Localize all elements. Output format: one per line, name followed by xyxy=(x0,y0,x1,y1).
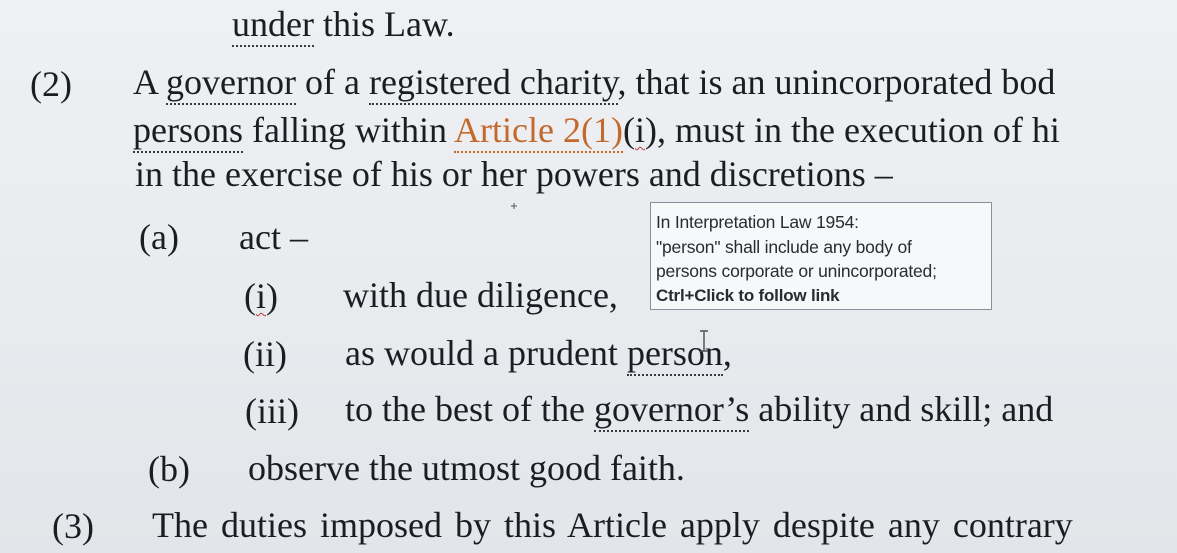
defined-term-persons[interactable]: persons xyxy=(133,110,243,153)
defined-term-governor[interactable]: governor xyxy=(166,62,296,105)
roman-i-spellcheck: i xyxy=(634,110,645,150)
item-i-text: with due diligence, xyxy=(343,275,618,315)
defined-term-registered-charity[interactable]: registered charity xyxy=(369,62,618,105)
subpara-a-label: (a) xyxy=(139,217,179,257)
item-ii-label: (ii) xyxy=(243,334,287,374)
para-2-number: (2) xyxy=(30,64,72,104)
tooltip-line-1: In Interpretation Law 1954: xyxy=(656,212,859,232)
text-cursor-icon xyxy=(697,330,711,352)
item-ii-text: as would a prudent person, xyxy=(345,335,732,371)
item-i-label: (i) xyxy=(244,276,279,316)
para-3-number: (3) xyxy=(52,506,94,546)
subpara-b-label: (b) xyxy=(148,449,190,489)
tooltip-line-2: "person" shall include any body of xyxy=(656,236,912,257)
item-iii-label: (iii) xyxy=(245,391,299,431)
tooltip-line-3: persons corporate or unincorporated; xyxy=(656,261,937,281)
subpara-b-text: observe the utmost good faith. xyxy=(248,448,685,488)
para-2-line-1: A governor of a registered charity, that is an unincorporated bod xyxy=(133,64,1055,100)
para-2-line-2: persons falling within Article 2(1)(i), must in the execution of hi xyxy=(133,112,1060,148)
article-2-1-link[interactable]: Article 2(1) xyxy=(454,110,623,153)
para-3-text: The duties imposed by this Article apply despite any contrary xyxy=(152,505,1073,545)
hyperlink-tooltip xyxy=(650,202,992,310)
item-iii-text: to the best of the governor’s ability and skill; and xyxy=(345,391,1053,427)
subpara-a-text: act – xyxy=(239,217,308,257)
para-2-line-3: in the exercise of his or her powers and discretions – xyxy=(135,154,893,194)
crosshair-icon xyxy=(511,203,517,209)
defined-term-governors[interactable]: governor’s xyxy=(594,389,749,432)
line-under-this-law: under this Law. xyxy=(232,6,455,42)
defined-term-under[interactable]: under xyxy=(232,4,314,47)
tooltip-ctrl-click-hint: Ctrl+Click to follow link xyxy=(656,285,840,305)
defined-term-person[interactable]: person xyxy=(627,333,723,376)
